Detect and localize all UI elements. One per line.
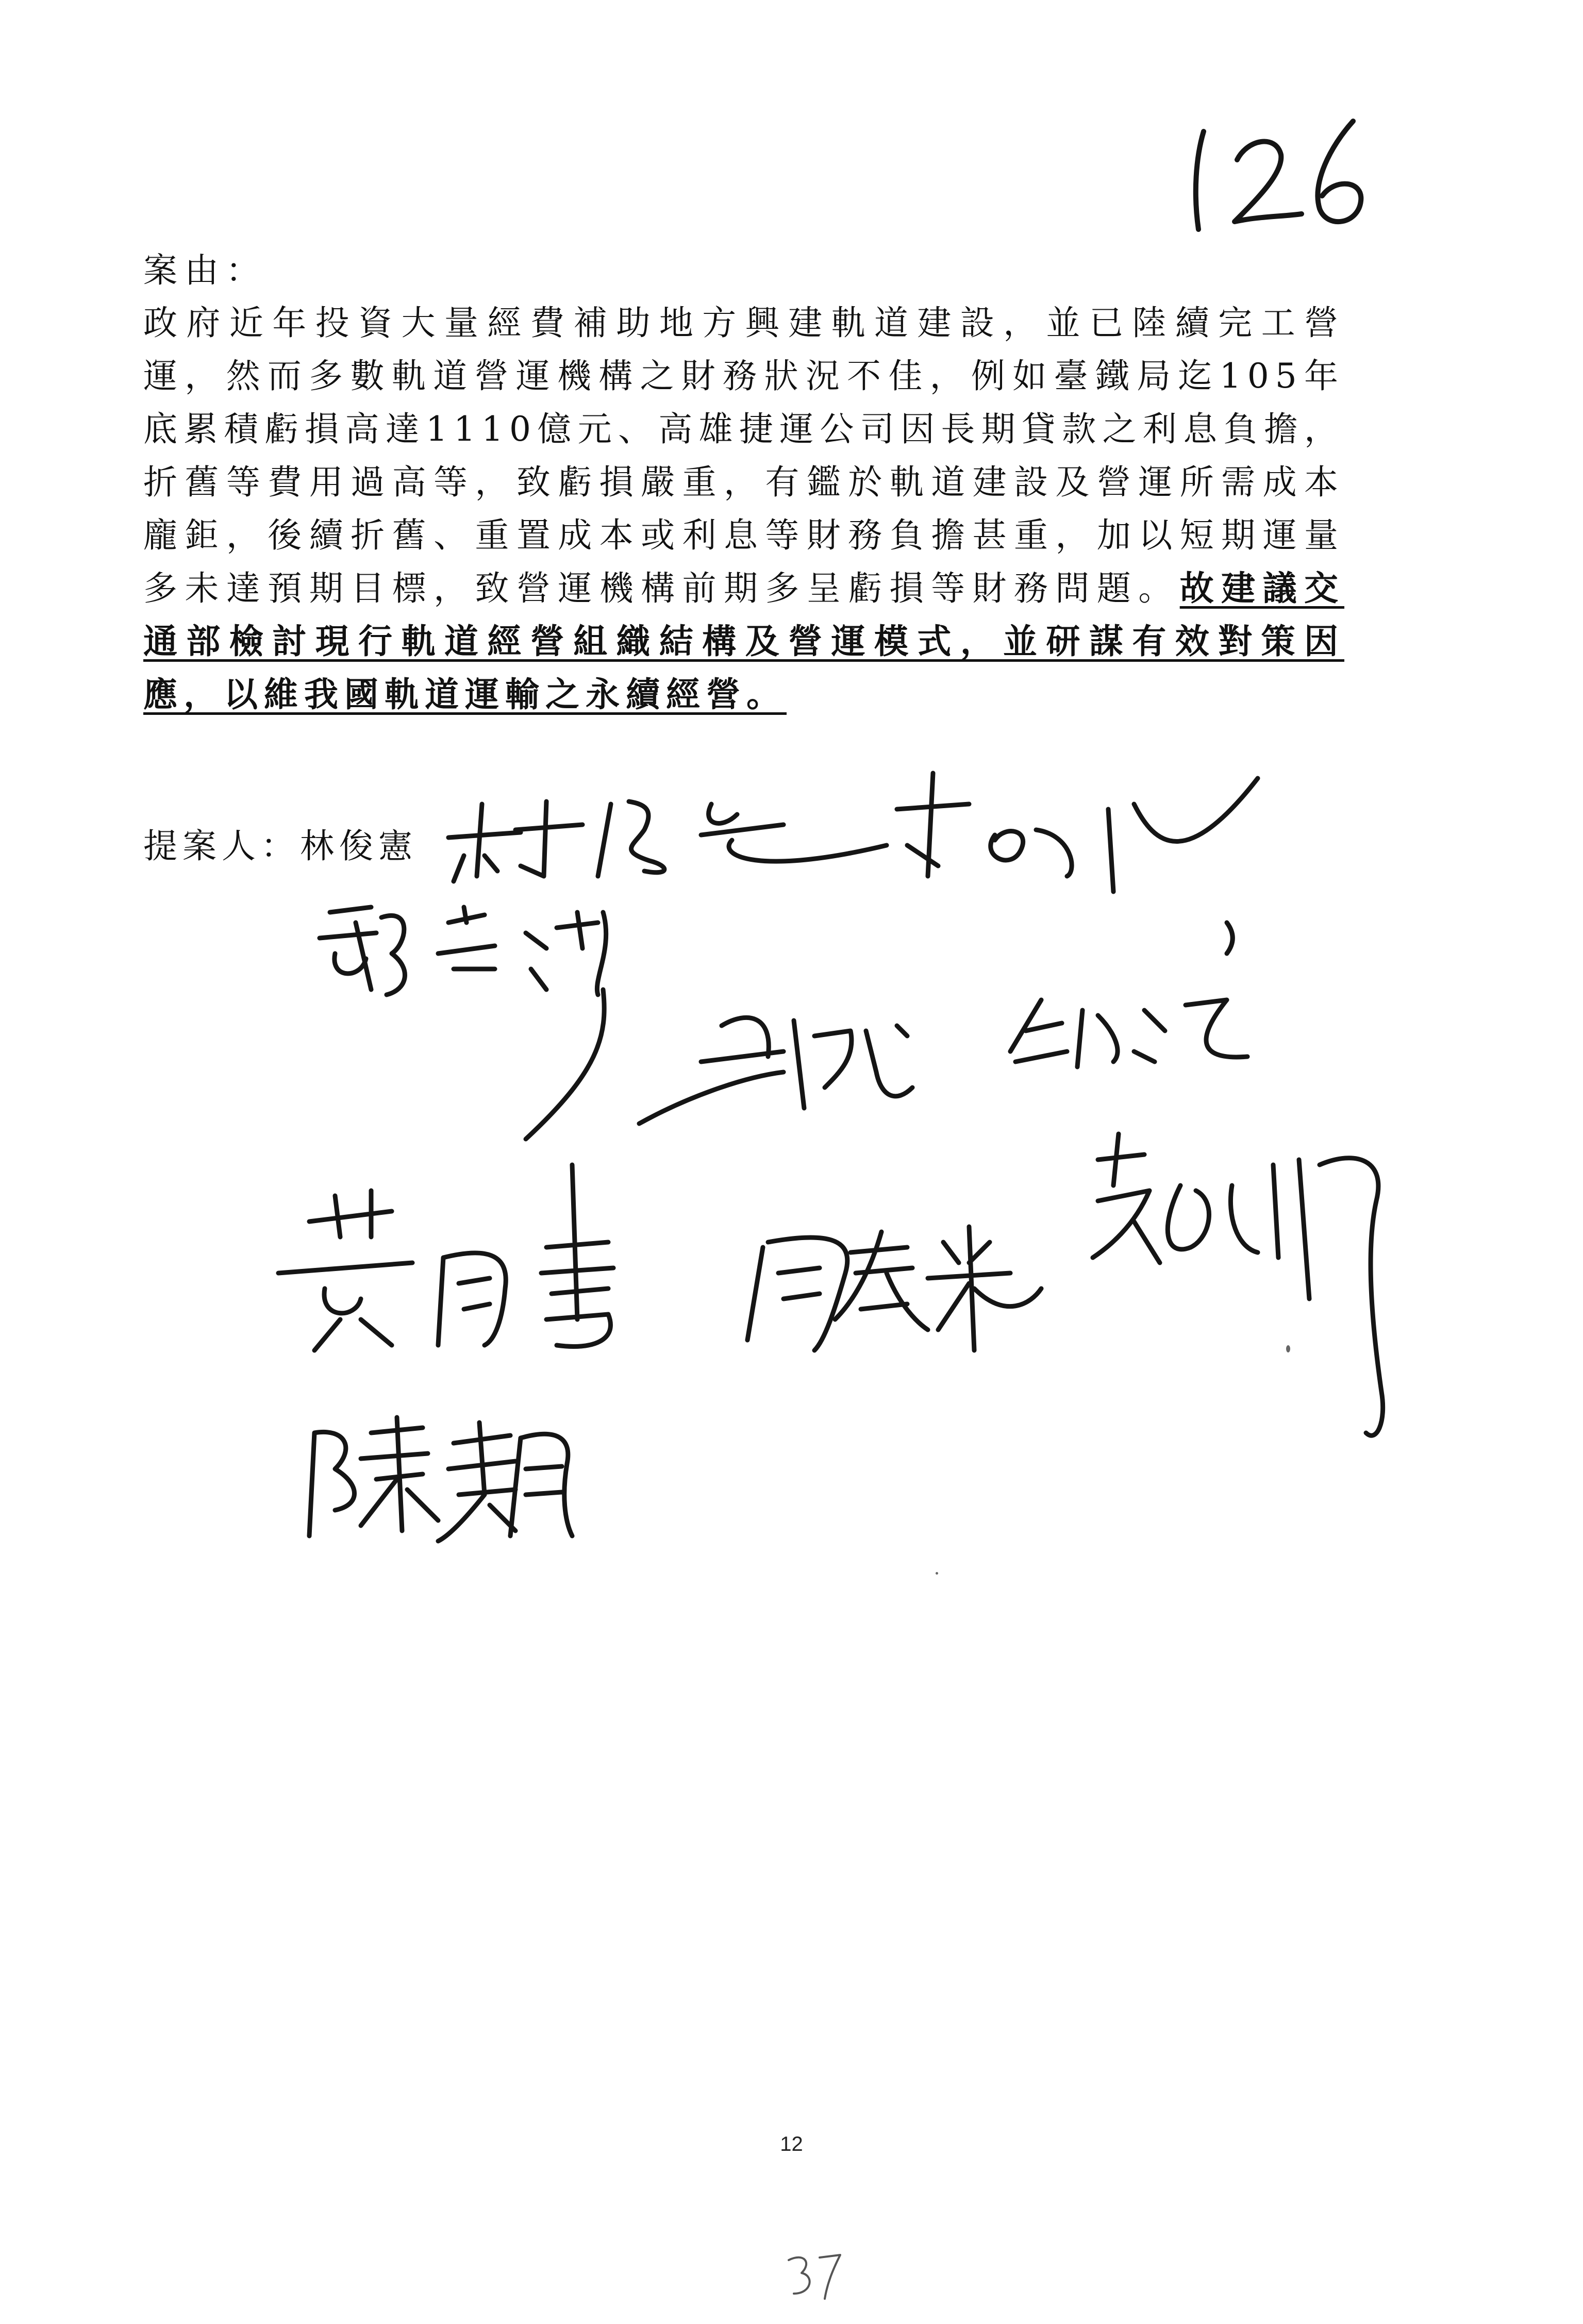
case-recommendation: 故建議交通部檢討現行軌道經營組織結構及營運模式，並研謀有效對策因應，以維我國軌道運輸之永續經營。	[143, 568, 1345, 714]
handwritten-page-number	[784, 2250, 845, 2301]
signature-zhong-jiabin	[1010, 923, 1247, 1067]
proposer-line: 提案人：林俊憲	[143, 826, 418, 866]
signature-chen-suyue	[309, 1417, 572, 1541]
case-description	[143, 296, 1344, 721]
document-body	[143, 245, 1344, 721]
signature-zheng-baoqing	[320, 907, 606, 1139]
signature-zhong-kongzhao	[639, 1017, 912, 1124]
signature-cai-peihui	[1093, 1134, 1383, 1435]
signature-huang-guoshu	[278, 1165, 613, 1350]
signature-lin-junxian	[448, 801, 887, 881]
signature-zhou-chunmi	[747, 1227, 1041, 1350]
handwritten-page-drawing	[784, 2250, 845, 2301]
case-description-text: 政府近年投資大量經費補助地方興建軌道建設，並已陸續完工營運，然而多數軌道營運機構之財務狀況不佳，例如臺鐵局迄105年底累積虧損高達1110億元、高雄捷運公司因長期貸款之利息負擔，折舊等費用過高等，致虧損嚴重，有鑑於軌道建設及營運所需成本龐鉅，後續折舊、重置成本或利息等財務負擔甚重，加以短期運量多未達預期目標，致營運機構前期多呈虧損等財務問題。	[143, 303, 1344, 608]
handwritten-number-drawing	[1180, 111, 1387, 245]
handwritten-proposal-number	[1180, 111, 1387, 245]
signature-right-1	[897, 773, 1258, 892]
page-number: 12	[780, 2133, 803, 2155]
case-label: 案由：	[143, 250, 267, 290]
scan-speck	[1286, 1345, 1290, 1352]
scan-speck	[936, 1572, 938, 1575]
